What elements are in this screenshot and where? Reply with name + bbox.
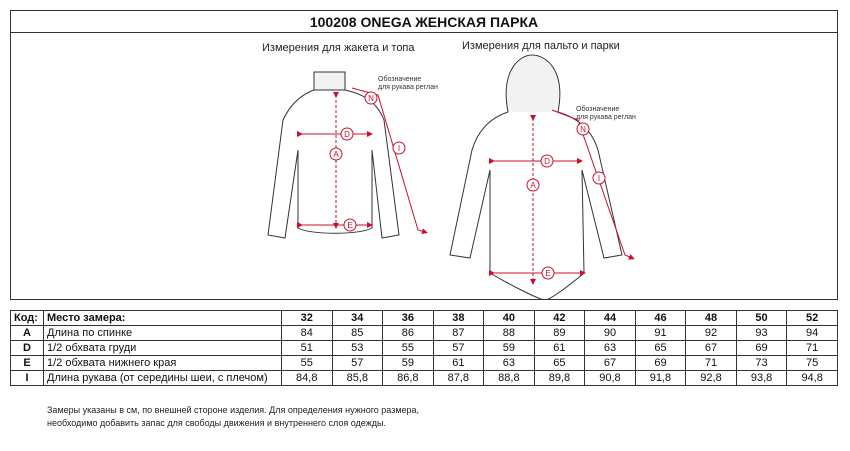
row-code: I: [11, 371, 44, 386]
value-cell: 88,8: [484, 371, 535, 386]
value-cell: 55: [383, 341, 434, 356]
jacket-caption: Измерения для жакета и топа: [262, 42, 415, 54]
size-cell: 46: [635, 311, 686, 326]
value-cell: 89,8: [534, 371, 585, 386]
value-cell: 91,8: [635, 371, 686, 386]
size-cell: 50: [736, 311, 787, 326]
row-code: A: [11, 326, 44, 341]
value-cell: 93,8: [736, 371, 787, 386]
value-cell: 92: [686, 326, 737, 341]
row-name: 1/2 обхвата нижнего края: [44, 356, 282, 371]
size-cell: 48: [686, 311, 737, 326]
size-cell: 38: [433, 311, 484, 326]
value-cell: 55: [282, 356, 333, 371]
value-cell: 57: [433, 341, 484, 356]
jacket-mark-e: E: [347, 221, 353, 230]
value-cell: 86: [383, 326, 434, 341]
value-cell: 85: [332, 326, 383, 341]
value-cell: 87,8: [433, 371, 484, 386]
table-row: [11, 356, 838, 371]
parka-mark-i: I: [597, 174, 601, 183]
row-name: Длина по спинке: [44, 326, 282, 341]
parka-mark-d: D: [544, 157, 550, 166]
parka-raglan-note: Обозначение для рукава реглан: [576, 106, 636, 121]
parka-mark-a: A: [530, 181, 536, 190]
value-cell: 91: [635, 326, 686, 341]
size-cell: 36: [383, 311, 434, 326]
value-cell: 89: [534, 326, 585, 341]
size-header-row: [11, 311, 838, 326]
value-cell: 87: [433, 326, 484, 341]
value-cell: 65: [534, 356, 585, 371]
place-header: Место замера:: [44, 311, 282, 326]
value-cell: 75: [787, 356, 838, 371]
footnote-line-2: необходимо добавить запас для свободы движения и внутреннего слоя одежды.: [47, 418, 386, 428]
value-cell: 86,8: [383, 371, 434, 386]
value-cell: 94,8: [787, 371, 838, 386]
value-cell: 69: [736, 341, 787, 356]
value-cell: 94: [787, 326, 838, 341]
value-cell: 53: [332, 341, 383, 356]
row-code: E: [11, 356, 44, 371]
size-table: [10, 310, 838, 386]
size-cell: 32: [282, 311, 333, 326]
jacket-raglan-note: Обозначение для рукава реглан: [378, 76, 438, 91]
row-name: 1/2 обхвата груди: [44, 341, 282, 356]
footnote-line-1: Замеры указаны в см, по внешней стороне изделия. Для определения нужного размера,: [47, 405, 420, 415]
value-cell: 61: [433, 356, 484, 371]
parka-caption: Измерения для пальто и парки: [462, 40, 620, 52]
table-row: [11, 326, 838, 341]
page-title: 100208 ONEGA ЖЕНСКАЯ ПАРКА: [11, 11, 837, 33]
row-code: D: [11, 341, 44, 356]
size-cell: 52: [787, 311, 838, 326]
value-cell: 67: [686, 341, 737, 356]
size-cell: 44: [585, 311, 636, 326]
value-cell: 84: [282, 326, 333, 341]
value-cell: 71: [686, 356, 737, 371]
table-row: [11, 371, 838, 386]
value-cell: 73: [736, 356, 787, 371]
value-cell: 63: [484, 356, 535, 371]
value-cell: 67: [585, 356, 636, 371]
value-cell: 57: [332, 356, 383, 371]
table-row: [11, 341, 838, 356]
value-cell: 61: [534, 341, 585, 356]
value-cell: 51: [282, 341, 333, 356]
value-cell: 71: [787, 341, 838, 356]
value-cell: 84,8: [282, 371, 333, 386]
jacket-mark-n: N: [368, 94, 374, 103]
value-cell: 65: [635, 341, 686, 356]
jacket-mark-i: I: [397, 144, 401, 153]
value-cell: 63: [585, 341, 636, 356]
row-name: Длина рукава (от середины шеи, с плечом): [44, 371, 282, 386]
code-header: Код:: [11, 311, 44, 326]
value-cell: 88: [484, 326, 535, 341]
parka-mark-n: N: [580, 125, 586, 134]
size-cell: 42: [534, 311, 585, 326]
jacket-mark-a: A: [333, 150, 339, 159]
value-cell: 90: [585, 326, 636, 341]
value-cell: 59: [484, 341, 535, 356]
value-cell: 92,8: [686, 371, 737, 386]
value-cell: 90,8: [585, 371, 636, 386]
size-cell: 34: [332, 311, 383, 326]
parka-mark-e: E: [545, 269, 551, 278]
size-cell: 40: [484, 311, 535, 326]
value-cell: 59: [383, 356, 434, 371]
jacket-mark-d: D: [344, 130, 350, 139]
value-cell: 93: [736, 326, 787, 341]
value-cell: 69: [635, 356, 686, 371]
value-cell: 85,8: [332, 371, 383, 386]
